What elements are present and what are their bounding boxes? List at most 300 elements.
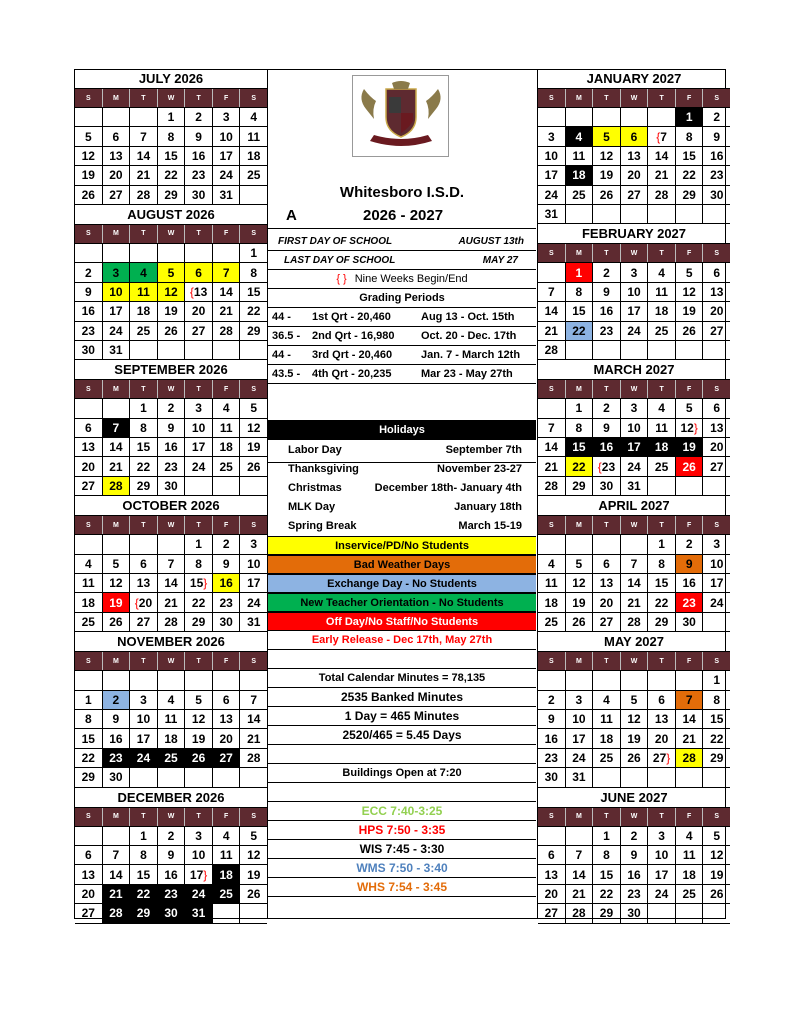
day-cell: 19 (75, 166, 103, 184)
week-row (538, 438, 730, 457)
day-cell: 23 (158, 457, 186, 475)
day-cell: 13 (130, 574, 158, 592)
day-cell (538, 399, 566, 417)
weekday-label: F (213, 225, 241, 243)
day-cell (130, 244, 158, 262)
month-block (538, 632, 730, 787)
day-cell: 9 (213, 555, 241, 573)
weekday-label: W (621, 652, 649, 670)
grading-quarter: 3rd Qrt - 20,460 (312, 349, 393, 361)
day-cell (185, 341, 213, 359)
day-cell: 6 (593, 555, 621, 573)
day-cell: 18 (247, 148, 261, 163)
day-cell: 28 (538, 341, 566, 359)
week-row (538, 691, 730, 710)
day-cell: 15 (130, 438, 158, 456)
day-cell (676, 904, 704, 922)
weekday-label: T (185, 380, 213, 398)
day-cell: 1 (648, 535, 676, 553)
day-cell: 4 (213, 399, 241, 417)
day-cell: 30 (158, 904, 186, 922)
weekday-label: S (538, 652, 566, 670)
day-cell: 16 (213, 574, 241, 592)
day-cell: 31 (103, 341, 131, 359)
days-calc: 2520/465 = 5.45 Days (268, 726, 536, 745)
campus-schedule: ECC 7:40-3:25 (268, 802, 536, 821)
week-row (75, 457, 267, 476)
day-cell: 5 (250, 401, 258, 416)
week-row (538, 322, 730, 341)
week-row (75, 283, 267, 302)
day-cell: 11 (648, 419, 676, 437)
day-cell: 30 (213, 613, 241, 631)
weekday-label: T (648, 89, 676, 107)
day-cell: 25 (648, 457, 676, 475)
weekday-label: S (75, 380, 103, 398)
day-cell: 8 (593, 846, 621, 864)
day-cell: 20 (213, 729, 241, 747)
week-row (75, 904, 267, 923)
day-cell: 29 (593, 904, 621, 922)
weekday-label: S (75, 225, 103, 243)
day-cell: 26 (593, 186, 621, 204)
weekday-label: W (158, 89, 186, 107)
day-cell: 17 (621, 438, 649, 456)
day-cell: 17 (130, 729, 158, 747)
weekday-header (538, 244, 730, 263)
day-cell: 9 (593, 419, 621, 437)
day-cell: 18 (648, 438, 676, 456)
day-cell (158, 244, 186, 262)
day-cell: 14 (213, 283, 241, 301)
day-cell: 27 (75, 477, 103, 495)
day-cell: 26 (185, 749, 213, 767)
day-cell: 11 (130, 283, 158, 301)
blank-row-2 (268, 745, 536, 764)
weekday-label: F (676, 516, 704, 534)
month-title: APRIL 2027 (538, 496, 730, 516)
day-cell (213, 768, 241, 786)
day-cell: 13 (75, 865, 103, 883)
day-cell (103, 827, 131, 845)
day-cell: { 1 3 (185, 283, 213, 301)
day-cell: 27 (75, 904, 103, 922)
day-cell: 1 (713, 673, 721, 688)
day-cell: 14 (130, 147, 158, 165)
day-cell: 3 (185, 399, 213, 417)
week-row (75, 302, 267, 321)
day-cell: 19 (621, 729, 649, 747)
week-row (538, 399, 730, 418)
day-cell: 4 (250, 110, 258, 125)
weekday-header (75, 89, 267, 108)
day-cell: 6 (621, 127, 649, 145)
grading-days: 43.5 - (272, 368, 301, 380)
holiday-row (268, 497, 536, 516)
day-cell: 21 (648, 166, 676, 184)
weekday-label: S (538, 516, 566, 534)
buildings-open: Buildings Open at 7:20 (268, 764, 536, 783)
weekday-label: W (621, 808, 649, 826)
day-cell: { 2 0 (130, 593, 158, 611)
day-cell: 3 (713, 537, 721, 552)
day-cell (130, 108, 158, 126)
day-cell: 16 (621, 865, 649, 883)
weekday-header (538, 380, 730, 399)
day-cell: 1 (130, 827, 158, 845)
day-cell: 17 (538, 166, 566, 184)
day-cell (648, 341, 676, 359)
day-cell: 25 (158, 749, 186, 767)
day-cell: 6 (538, 846, 566, 864)
day-cell: 11 (213, 419, 241, 437)
day-cell: 7 (538, 419, 566, 437)
day-cell: 17 (185, 438, 213, 456)
day-cell: 26 (566, 613, 594, 631)
month-title: AUGUST 2026 (75, 205, 267, 225)
day-cell: 19 (103, 593, 131, 611)
day-cell (703, 477, 730, 495)
bracket-symbol: { } (336, 273, 347, 285)
day-cell: 22 (247, 304, 261, 319)
day-cell: 13 (593, 574, 621, 592)
day-cell: 2 (158, 399, 186, 417)
day-cell: 9 (185, 127, 213, 145)
weekday-label: W (621, 89, 649, 107)
day-cell (538, 263, 566, 281)
weekday-label: T (593, 244, 621, 262)
day-cell: 4 (75, 555, 103, 573)
day-cell: 3 (566, 691, 594, 709)
weekday-label: S (714, 813, 720, 821)
week-row (75, 419, 267, 438)
day-cell: 11 (538, 574, 566, 592)
day-cell: 3 (213, 108, 241, 126)
day-cell: 22 (648, 593, 676, 611)
weekday-header (75, 225, 267, 244)
day-cell: { 2 3 (593, 457, 621, 475)
day-cell (213, 477, 241, 495)
weekday-label: S (538, 380, 566, 398)
weekday-label: T (593, 89, 621, 107)
day-cell: 27 (710, 459, 724, 474)
day-cell: 7 (103, 419, 131, 437)
day-cell: 17 (213, 147, 241, 165)
day-cell: 24 (621, 457, 649, 475)
weekday-label: M (566, 244, 594, 262)
day-cell: 1 (75, 691, 103, 709)
day-cell: 11 (158, 710, 186, 728)
day-cell: 18 (676, 865, 704, 883)
weekday-label: T (185, 808, 213, 826)
weekday-label: S (714, 385, 720, 393)
weekday-label: T (185, 516, 213, 534)
day-cell: 24 (130, 749, 158, 767)
weekday-label: M (103, 380, 131, 398)
weekday-label: M (103, 225, 131, 243)
week-row (538, 263, 730, 282)
month-block (538, 69, 730, 224)
week-row (538, 768, 730, 787)
day-cell: 29 (185, 613, 213, 631)
day-cell: 15 (247, 284, 261, 299)
month-block (75, 788, 267, 924)
week-row (75, 535, 267, 554)
day-cell: 28 (213, 322, 241, 340)
day-cell: 5 (103, 555, 131, 573)
weekday-label: M (566, 89, 594, 107)
grading-quarter: 4th Qrt - 20,235 (312, 368, 392, 380)
holiday-row (268, 516, 536, 535)
day-cell (240, 671, 267, 689)
day-cell: 20 (621, 166, 649, 184)
week-row (75, 827, 267, 846)
day-cell (676, 477, 704, 495)
day-cell (213, 904, 241, 922)
day-cell: 24 (710, 595, 724, 610)
day-cell: 16 (710, 148, 724, 163)
day-cell (103, 535, 131, 553)
day-cell: 2 (593, 263, 621, 281)
day-cell: 22 (676, 166, 704, 184)
holiday-row (268, 478, 536, 497)
day-cell: 12 (676, 283, 704, 301)
day-cell: 8 (75, 710, 103, 728)
weekday-label: W (621, 244, 649, 262)
day-cell (103, 108, 131, 126)
day-cell (240, 904, 267, 922)
day-cell: 25 (130, 322, 158, 340)
day-cell: 6 (648, 691, 676, 709)
weekday-header (538, 89, 730, 108)
day-cell: 24 (566, 749, 594, 767)
day-cell: 1 5 } (185, 574, 213, 592)
day-cell: 26 (676, 322, 704, 340)
day-cell: 28 (566, 904, 594, 922)
day-cell: 25 (593, 749, 621, 767)
weekday-label: T (130, 225, 158, 243)
day-cell: 22 (710, 731, 724, 746)
day-cell: 16 (593, 302, 621, 320)
week-row (75, 341, 267, 360)
day-cell: 20 (710, 304, 724, 319)
weekday-label: M (103, 516, 131, 534)
right-column (538, 69, 730, 924)
day-cell: 26 (247, 459, 261, 474)
day-cell: 1 (676, 108, 704, 126)
month-block (75, 69, 267, 205)
day-cell: 5 (75, 127, 103, 145)
day-cell: 9 (75, 283, 103, 301)
month-block (75, 360, 267, 496)
weekday-label: F (676, 652, 704, 670)
blank-row-3 (268, 783, 536, 802)
day-cell: 4 (676, 827, 704, 845)
day-cell: 28 (538, 477, 566, 495)
school-year-row (268, 203, 536, 229)
day-cell: 11 (676, 846, 704, 864)
day-cell: 15 (566, 438, 594, 456)
day-cell: 12 (247, 420, 261, 435)
day-cell: 30 (75, 341, 103, 359)
school-year: 2026 - 2027 (363, 207, 444, 224)
day-cell: 9 (593, 283, 621, 301)
day-cell: 28 (158, 613, 186, 631)
weekday-label: T (130, 652, 158, 670)
weekday-label: M (566, 652, 594, 670)
day-cell: 30 (621, 904, 649, 922)
day-cell: 3 (538, 127, 566, 145)
day-cell: 24 (213, 166, 241, 184)
month-block (75, 496, 267, 632)
day-cell: 17 (247, 576, 261, 591)
day-minutes: 1 Day = 465 Minutes (268, 707, 536, 726)
day-cell: 14 (247, 712, 261, 727)
day-cell (158, 341, 186, 359)
week-row (538, 419, 730, 438)
day-cell: 18 (593, 729, 621, 747)
nine-weeks-row (268, 270, 536, 289)
day-cell: 2 (103, 691, 131, 709)
day-cell: 26 (247, 886, 261, 901)
day-cell: 22 (566, 457, 594, 475)
day-cell: 9 (621, 846, 649, 864)
day-cell: 11 (75, 574, 103, 592)
school-name: Whitesboro I.S.D. (339, 183, 465, 201)
week-row (75, 768, 267, 787)
day-cell: 23 (103, 749, 131, 767)
day-cell: 24 (247, 595, 261, 610)
day-cell: 30 (676, 613, 704, 631)
week-row (538, 341, 730, 360)
day-cell: 22 (158, 166, 186, 184)
weekday-header (75, 808, 267, 827)
day-cell (213, 244, 241, 262)
day-cell: 10 (648, 846, 676, 864)
day-cell: 21 (538, 322, 566, 340)
day-cell (158, 768, 186, 786)
week-row (538, 865, 730, 884)
day-cell: 23 (75, 322, 103, 340)
grading-row (268, 308, 536, 327)
nine-weeks-label: Nine Weeks Begin/End (354, 273, 468, 285)
day-cell (240, 768, 267, 786)
week-row (75, 244, 267, 263)
day-cell: 3 (130, 691, 158, 709)
day-cell (593, 768, 621, 786)
day-cell: 18 (75, 593, 103, 611)
day-cell: 9 (713, 129, 721, 144)
day-cell: 29 (75, 768, 103, 786)
weekday-label: F (676, 808, 704, 826)
day-cell: 10 (185, 419, 213, 437)
day-cell (648, 205, 676, 223)
day-cell (621, 108, 649, 126)
day-cell: 28 (676, 749, 704, 767)
day-cell: 18 (566, 166, 594, 184)
day-cell (538, 535, 566, 553)
day-cell: 24 (103, 322, 131, 340)
weekday-label: W (158, 652, 186, 670)
day-cell: 8 (185, 555, 213, 573)
weekday-label: W (621, 516, 649, 534)
day-cell: 18 (213, 438, 241, 456)
day-cell: 7 (621, 555, 649, 573)
day-cell: 21 (213, 302, 241, 320)
day-cell (566, 205, 594, 223)
day-cell: 2 (713, 110, 721, 125)
grading-quarter: 2nd Qrt - 16,980 (312, 330, 395, 342)
day-cell: 5 (185, 691, 213, 709)
weekday-label: M (566, 380, 594, 398)
day-cell: 8 (130, 419, 158, 437)
day-cell: 13 (213, 710, 241, 728)
day-cell: 29 (130, 904, 158, 922)
month-title: JULY 2026 (75, 69, 267, 89)
day-cell: 14 (676, 710, 704, 728)
day-cell (75, 244, 103, 262)
weekday-label: W (158, 225, 186, 243)
weekday-label: F (213, 652, 241, 670)
weekday-label: W (158, 380, 186, 398)
day-cell (648, 108, 676, 126)
day-cell: 4 (130, 263, 158, 281)
day-cell: 23 (185, 166, 213, 184)
day-cell: 20 (710, 440, 724, 455)
day-cell (676, 205, 704, 223)
month-title: FEBRUARY 2027 (538, 224, 730, 244)
day-cell (103, 399, 131, 417)
day-cell: 27 (103, 186, 131, 204)
day-cell: 19 (247, 440, 261, 455)
day-cell: 25 (247, 168, 261, 183)
weekday-label: S (714, 249, 720, 257)
day-cell: 23 (538, 749, 566, 767)
weekday-label: S (714, 657, 720, 665)
week-row (538, 166, 730, 185)
month-title: DECEMBER 2026 (75, 788, 267, 808)
day-cell (676, 768, 704, 786)
day-cell (621, 671, 649, 689)
day-cell (130, 768, 158, 786)
day-cell: 12 (566, 574, 594, 592)
day-cell: 9 (158, 846, 186, 864)
day-cell: 11 (648, 283, 676, 301)
day-cell: 7 (213, 263, 241, 281)
day-cell: 21 (158, 593, 186, 611)
week-row (75, 729, 267, 748)
day-cell: 6 (213, 691, 241, 709)
day-cell: 24 (621, 322, 649, 340)
week-row (538, 846, 730, 865)
day-cell: 1 2 } (676, 419, 704, 437)
day-cell: 14 (538, 302, 566, 320)
week-row (538, 457, 730, 476)
day-cell: 20 (593, 593, 621, 611)
holiday-date: December 18th- January 4th (374, 481, 522, 494)
day-cell: 12 (710, 848, 724, 863)
day-cell: 27 (130, 613, 158, 631)
day-cell: 21 (103, 885, 131, 903)
weekday-label: W (621, 380, 649, 398)
day-cell: 28 (648, 186, 676, 204)
day-cell: 20 (538, 885, 566, 903)
weekday-label: S (538, 244, 566, 262)
grading-range: Jan. 7 - March 12th (421, 349, 521, 361)
day-cell: 14 (158, 574, 186, 592)
weekday-label: M (103, 652, 131, 670)
day-cell: 10 (213, 127, 241, 145)
